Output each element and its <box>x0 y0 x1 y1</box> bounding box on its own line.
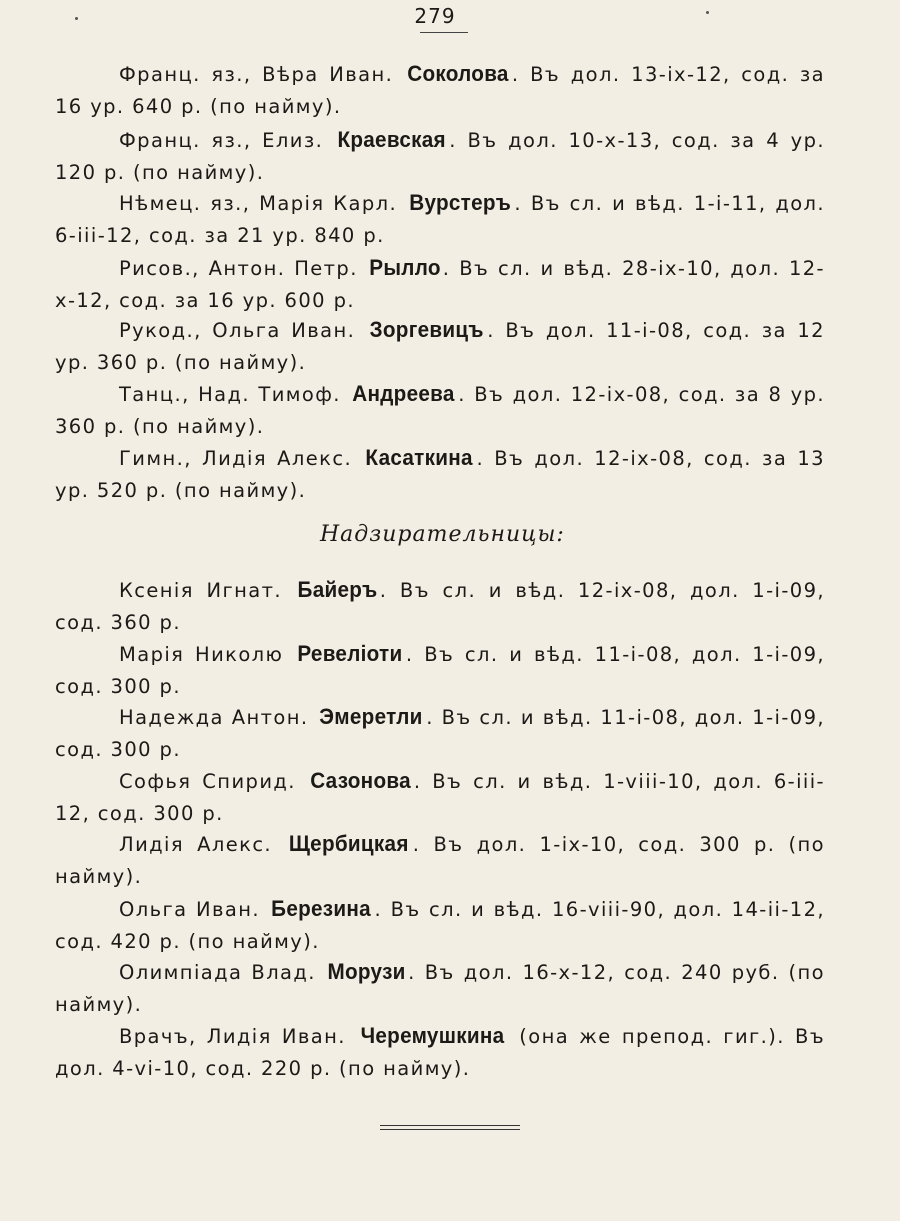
entry-role-name: Рисов., Антон. Петр. <box>119 257 367 280</box>
entry-details: . Въ дол. 13-ix-12, сод. за 16 ур. 640 р. (по найму). <box>55 63 826 118</box>
staff-entry <box>55 765 825 830</box>
entry-details: . Въ сл. и вѣд. 11-i-08, дол. 1-i-09, сод. 300 р. <box>55 643 825 698</box>
entry-surname: Морузи <box>327 959 406 984</box>
entry-role-name: Ксенія Игнат. <box>119 579 295 602</box>
entry-role-name: Ольга Иван. <box>119 898 269 921</box>
staff-entry <box>55 252 825 317</box>
staff-entry <box>55 701 825 766</box>
staff-entry <box>55 58 825 123</box>
staff-entry <box>55 442 825 507</box>
entry-role-name: Нѣмец. яз., Марія Карл. <box>119 192 406 215</box>
staff-entry <box>55 956 825 1021</box>
entry-surname: Щербицкая <box>289 831 409 856</box>
entry-details: . Въ дол. 1-ix-10, сод. 300 р. (по найму). <box>55 833 825 888</box>
entry-role-name: Врачъ, Лидія Иван. <box>119 1025 357 1048</box>
entry-details: . Въ сл. и вѣд. 28-ix-10, дол. 12-x-12, сод. за 16 ур. 600 р. <box>55 257 825 312</box>
end-rule-top <box>380 1125 520 1126</box>
staff-entry <box>55 893 825 958</box>
entry-details: . Въ дол. 16-x-12, сод. 240 руб. (по найму). <box>55 961 825 1016</box>
entry-details: . Въ сл. и вѣд. 12-ix-08, дол. 1-i-09, сод. 360 р. <box>55 579 825 634</box>
staff-entry <box>55 1020 825 1085</box>
staff-entry <box>55 124 825 189</box>
entry-role-name: Софья Спирид. <box>119 770 307 793</box>
entry-role-name: Танц., Над. Тимоф. <box>119 383 350 406</box>
entry-surname: Эмеретли <box>319 704 423 729</box>
entry-role-name: Надежда Антон. <box>119 706 317 729</box>
entry-details: (она же препод. гиг.). Въ дол. 4-vi-10, сод. 220 р. (по найму). <box>55 1025 825 1080</box>
entry-details: . Въ дол. 10-x-13, сод. за 4 ур. 120 р. (по найму). <box>55 129 825 184</box>
entry-surname: Вурстеръ <box>409 190 512 215</box>
entry-details: . Въ сл. и вѣд. 16-viii-90, дол. 14-ii-12, сод. 420 р. (по найму). <box>55 898 825 953</box>
entry-surname: Сазонова <box>309 768 411 793</box>
print-speck <box>75 17 78 20</box>
staff-entry <box>55 828 825 893</box>
entry-surname: Соколова <box>407 61 509 86</box>
end-rule-bottom <box>380 1129 520 1130</box>
staff-entry <box>55 574 825 639</box>
entry-role-name: Лидія Алекс. <box>119 833 286 856</box>
page-number-underline <box>420 32 468 33</box>
entry-role-name: Марія Николю <box>119 643 295 666</box>
entry-role-name: Франц. яз., Елиз. <box>119 129 334 152</box>
entry-surname: Краевская <box>337 127 446 152</box>
entry-details: . Въ сл. и вѣд. 1-i-11, дол. 6-iii-12, сод. за 21 ур. 840 р. <box>55 192 826 247</box>
entry-surname: Рылло <box>368 255 441 280</box>
section-heading: Надзирательницы: <box>320 522 565 547</box>
entry-surname: Андреева <box>352 381 455 406</box>
entry-surname: Ревеліоти <box>297 641 403 666</box>
entry-details: . Въ сл. и вѣд. 1-viii-10, дол. 6-iii-12, сод. 300 р. <box>55 770 825 825</box>
entry-surname: Зоргевицъ <box>369 317 484 342</box>
staff-entry <box>55 314 825 379</box>
print-speck <box>706 11 709 14</box>
entry-surname: Касаткина <box>365 445 474 470</box>
page-number: 279 <box>414 4 456 28</box>
entry-surname: Березина <box>271 896 372 921</box>
entry-role-name: Франц. яз., Вѣра Иван. <box>119 63 404 86</box>
entry-role-name: Гимн., Лидія Алекс. <box>119 447 363 470</box>
staff-entry <box>55 638 825 703</box>
entry-surname: Черемушкина <box>360 1023 505 1048</box>
entry-details: . Въ дол. 12-ix-08, сод. за 8 ур. 360 р. (по найму). <box>55 383 825 438</box>
staff-entry <box>55 378 825 443</box>
entry-details: . Въ дол. 12-ix-08, сод. за 13 ур. 520 р. (по найму). <box>55 447 825 502</box>
entry-role-name: Рукод., Ольга Иван. <box>119 319 366 342</box>
entry-details: . Въ дол. 11-i-08, сод. за 12 ур. 360 р. (по найму). <box>55 319 825 374</box>
entry-details: . Въ сл. и вѣд. 11-i-08, дол. 1-i-09, сод. 300 р. <box>55 706 825 761</box>
entry-surname: Байеръ <box>297 577 378 602</box>
entry-role-name: Олимпіада Влад. <box>119 961 325 984</box>
staff-entry <box>55 187 825 252</box>
